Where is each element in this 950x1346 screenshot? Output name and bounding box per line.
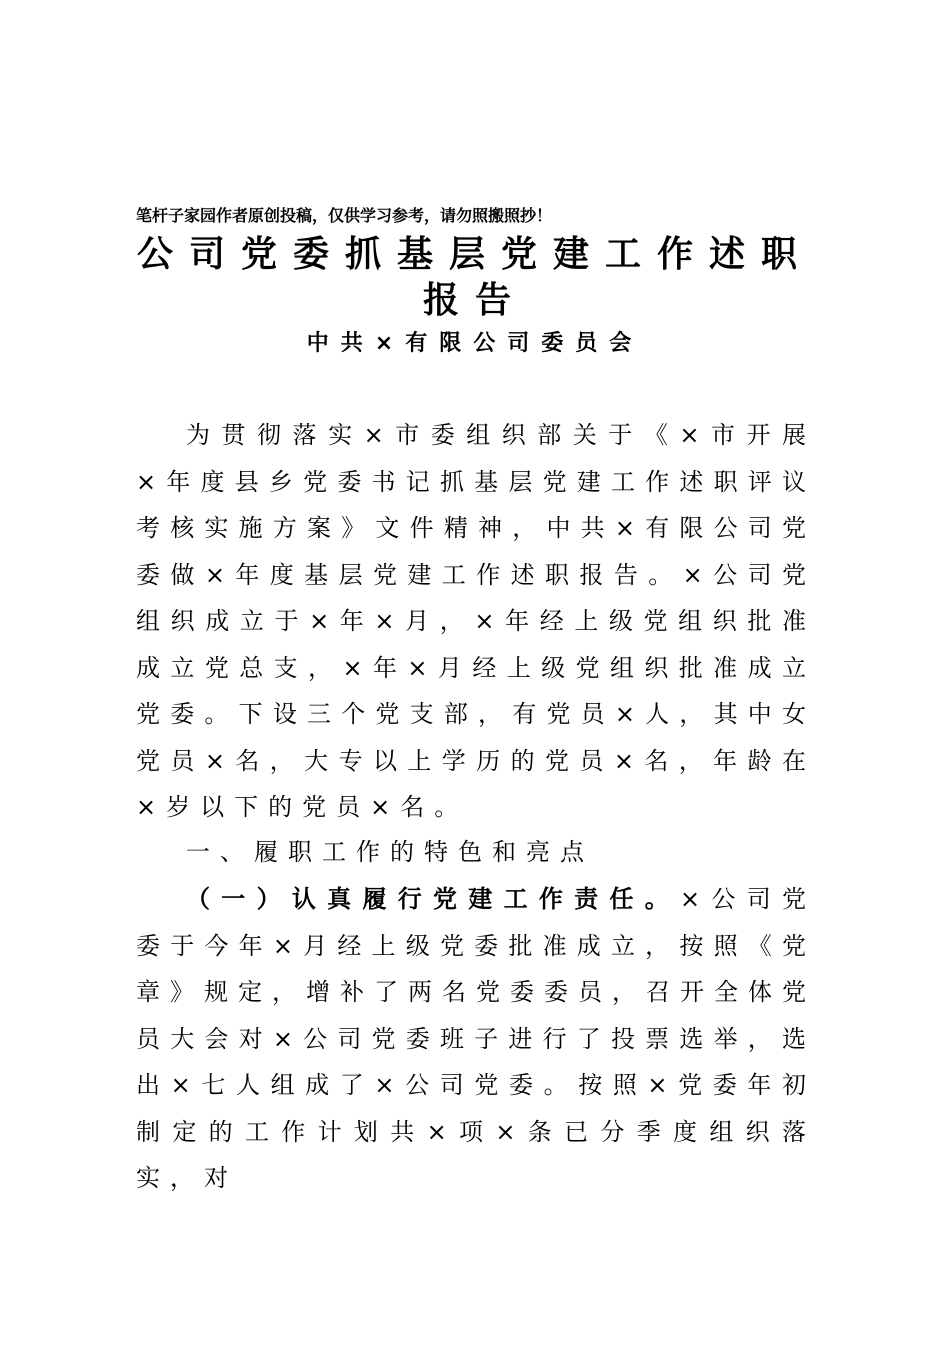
intro-paragraph: 为贯彻落实×市委组织部关于《×市开展×年度县乡党委书记抓基层党建工作述职评议考核实施方案》文件精神，中共×有限公司党委做×年度基层党建工作述职报告。×公司党组织成立于×年×月，×年经上级党组织批准成立党总支，×年×月经上级党组织批准成立党委。下设三个党支部，有党员×人，其中女党员×名，大专以上学历的党员×名，年龄在×岁以下的党员×名。	[136, 421, 816, 821]
document-title-line1: 公司党委抓基层党建工作述职	[136, 234, 813, 275]
copyright-notice: 笔杆子家园作者原创投稿，仅供学习参考，请勿照搬照抄！	[136, 206, 553, 225]
document-author: 中共×有限公司委员会	[306, 331, 644, 356]
section-heading: 一、履职工作的特色和亮点	[186, 838, 594, 866]
subsection-lead: （一）认真履行党建工作责任。	[186, 885, 681, 913]
subsection-text: ×公司党委于今年×月经上级党委批准成立，按照《党章》规定，增补了两名党委委员，召开全体党员大会对×公司党委班子进行了投票选举，选出×七人组成了×公司党委。按照×党委年初制定的工作计划共×项×条已分季度组织落实，对	[136, 885, 817, 1192]
document-title-line2: 报告	[422, 280, 527, 321]
subsection-paragraph	[136, 876, 816, 1202]
